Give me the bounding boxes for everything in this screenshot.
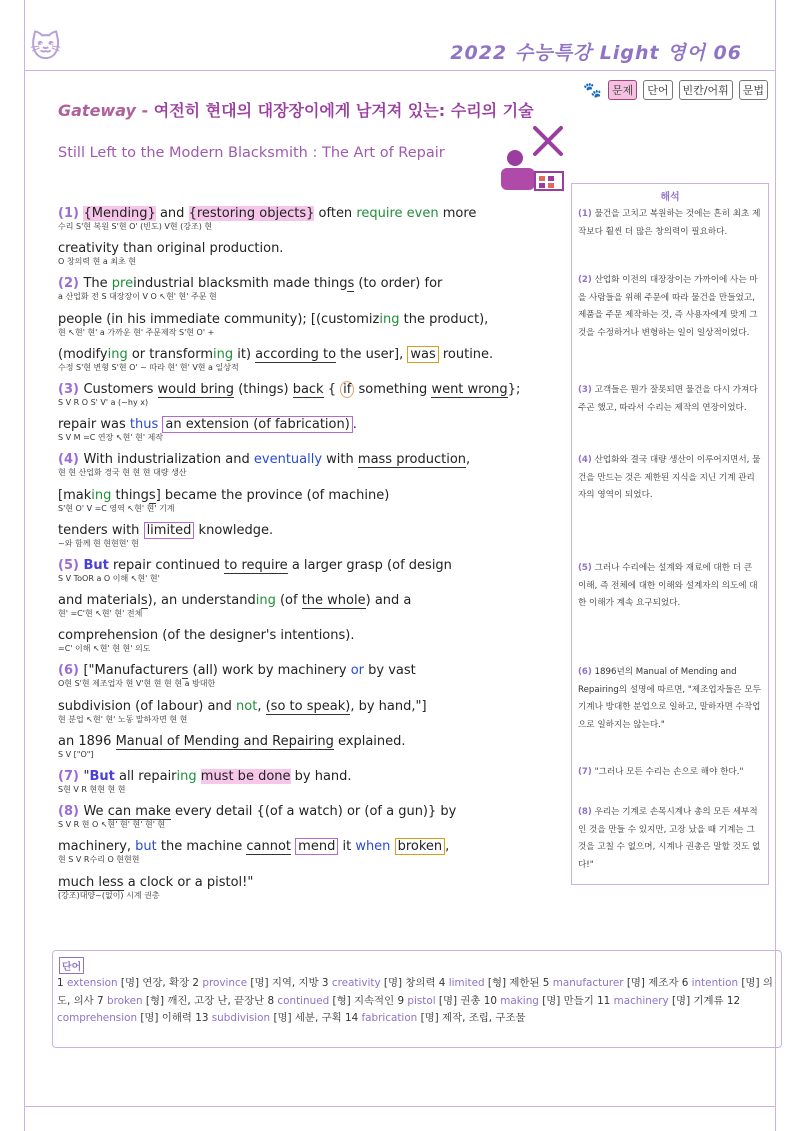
vocab-definition: [명] 지역, 지방 xyxy=(250,977,319,989)
translation-num: (5) xyxy=(578,563,592,573)
vocab-definition: [명] 기계류 xyxy=(672,994,724,1007)
passage-line xyxy=(58,620,568,655)
passage-text: (things) xyxy=(234,381,293,397)
passage-text: and xyxy=(155,206,189,221)
passage-text: s xyxy=(347,276,355,292)
passage-text: industrial blacksmith made thing xyxy=(133,276,348,292)
vocab-word: manufacturer xyxy=(552,977,624,989)
translation-num: (4) xyxy=(578,455,592,465)
passage-text: an extension (of fabrication) xyxy=(162,416,352,433)
vocab-definition: [명] 제조자 xyxy=(626,977,679,989)
gateway-korean-title: 여전히 현대의 대장장이에게 남겨져 있는: 수리의 기술 xyxy=(153,101,534,120)
passage-line xyxy=(58,198,568,233)
vocab-definition: [명] 만들기 xyxy=(542,994,594,1007)
tab-problem[interactable]: 문제 xyxy=(608,80,637,100)
passage-text: ing xyxy=(255,593,276,609)
passage-text: and material xyxy=(58,593,141,609)
vocab-item xyxy=(397,995,483,1007)
passage-line xyxy=(58,304,568,339)
passage-text: { xyxy=(323,381,341,397)
translation-paragraph xyxy=(578,206,762,241)
grammar-annotation: (강조)대양~(없이) 시계 권총 xyxy=(58,890,160,900)
passage-text: went wrong xyxy=(431,381,508,397)
vocab-item xyxy=(597,995,727,1007)
grammar-annotation: S V ToOR a O 이해 ↖현' 현' xyxy=(58,573,160,583)
passage-text: (to order) for xyxy=(354,276,443,292)
grammar-annotation: S V M =C 연장 ↖현' 현' 제작 xyxy=(58,433,164,443)
passage-text: by vast xyxy=(364,663,416,679)
passage-text: With industrialization and xyxy=(83,452,254,468)
passage-line xyxy=(58,409,568,444)
vocab-word: pistol xyxy=(407,994,436,1007)
passage-text: explained. xyxy=(333,733,406,749)
vocab-word: fabrication xyxy=(361,1012,418,1024)
vocab-word: broken xyxy=(106,994,143,1007)
passage-line xyxy=(58,339,568,374)
tab-grammar[interactable]: 문법 xyxy=(739,80,768,100)
paragraph-number: (3) xyxy=(58,381,84,397)
vocab-number: 7 xyxy=(97,994,104,1007)
passage-text: ["Manufacturer xyxy=(83,663,182,679)
translation-num: (6) xyxy=(578,667,592,677)
passage-text: , xyxy=(466,452,471,468)
translation-text: 1896년의 Manual of Mending and Repairing의 설명에 따르면, "제조업자들은 모두 기계나 방대한 분업으로 일하고, 말하자면 수작업으로 일하지는 않는다." xyxy=(578,667,761,730)
passage-text: mend xyxy=(295,838,338,855)
vocab-word: machinery xyxy=(613,994,669,1007)
vocab-definition: [명] 의도, 의사 xyxy=(57,977,773,1007)
passage-text: according to xyxy=(255,346,337,362)
vocab-word: province xyxy=(202,977,248,989)
translation-paragraph xyxy=(578,560,762,613)
vocab-definition: [형] 제한된 xyxy=(487,977,540,989)
vocab-item xyxy=(97,995,267,1007)
vocab-item xyxy=(192,977,322,989)
passage-text: ), an understand xyxy=(147,593,256,609)
grammar-annotation: S V R O S' V' a (~hy x) xyxy=(58,397,149,407)
passage-text: " xyxy=(83,769,90,784)
passage-text: ing xyxy=(91,487,112,503)
vocab-definition: [명] 권총 xyxy=(438,994,481,1007)
vocab-word: making xyxy=(500,994,539,1007)
passage-text: people (in his immediate community); [(customiz xyxy=(58,311,380,327)
passage-text: the product), xyxy=(399,311,489,327)
vocabulary-list xyxy=(57,975,777,1028)
vocab-item xyxy=(345,1012,526,1024)
grammar-annotation: 현 ↖현' 현' a 가까운 현' 주문제작 S'현 O' + xyxy=(58,327,215,337)
passage-text: by hand. xyxy=(290,769,352,784)
passage-text: (of xyxy=(275,593,302,609)
passage-text: require even xyxy=(356,206,439,221)
header-rule xyxy=(24,70,776,71)
translation-text: 그러나 수리에는 설계와 재료에 대한 더 큰 이해, 즉 전체에 대한 이해와 설계자의 의도에 대한 이해가 계속 요구되었다. xyxy=(578,563,758,608)
passage-text: with xyxy=(322,452,358,468)
tab-blank-vocab[interactable]: 빈칸/어휘 xyxy=(679,80,733,100)
grammar-annotation: a 산업화 전 S 대장장이 V O ↖현' 현' 주문 현 xyxy=(58,292,217,302)
vocab-item xyxy=(57,977,192,989)
passage-text: But xyxy=(89,769,115,784)
passage-text: broken xyxy=(395,838,446,855)
translation-panel xyxy=(571,183,769,885)
passage-text: the user], xyxy=(336,346,408,362)
cat-icon: 🐱 xyxy=(30,30,62,65)
vocab-word: comprehension xyxy=(57,1012,138,1024)
passage-text: must be done xyxy=(200,769,291,784)
passage-text: knowledge. xyxy=(194,522,274,538)
passage-text: creativity than original production. xyxy=(58,241,284,257)
passage-line xyxy=(58,796,568,831)
vocab-number: 13 xyxy=(195,1012,209,1024)
passage-text: , by hand,"] xyxy=(350,698,427,714)
paragraph-number: (4) xyxy=(58,452,84,468)
passage-text: , xyxy=(445,839,450,855)
grammar-annotation: 수리 S'현 복원 S'현 O' (빈도) V현 (강조) 현 xyxy=(58,222,213,231)
vocab-definition: [명] 제작, 조립, 구조물 xyxy=(420,1012,526,1024)
grammar-annotation: 현 현 산업화 경국 현 현 현 대량 생산 xyxy=(58,468,187,478)
vocab-item xyxy=(439,977,543,989)
vocab-definition: [명] 이해력 xyxy=(140,1012,192,1024)
passage-line xyxy=(58,655,568,690)
grammar-annotation: 현 S V R수리 O 현현현 xyxy=(58,855,140,865)
passage-text: thus xyxy=(129,417,159,433)
grammar-annotation: S V ["O"] xyxy=(58,749,94,759)
left-border-line xyxy=(24,0,25,1131)
vocab-number: 12 xyxy=(726,994,741,1007)
passage-text: . xyxy=(352,417,357,433)
passage-text: was xyxy=(407,346,438,363)
passage-text: ing xyxy=(176,769,197,784)
passage-text: s xyxy=(181,663,189,679)
vocab-word: creativity xyxy=(331,977,381,989)
vocab-item xyxy=(322,977,439,989)
passage-line xyxy=(58,550,568,585)
vocab-word: continued xyxy=(277,994,330,1007)
passage-text: eventually xyxy=(253,452,323,468)
vocab-number: 11 xyxy=(597,994,611,1007)
grammar-annotation: S'현 O' V =C 영역 ↖현' 현' 기계 xyxy=(58,503,175,513)
passage-text: (all) work by machinery xyxy=(188,663,351,679)
vocab-definition: [명] 연장, 확장 xyxy=(120,977,190,989)
passage-text: ing xyxy=(107,346,128,362)
passage-text: a clock or a pistol!" xyxy=(123,874,254,890)
vocab-item xyxy=(484,995,597,1007)
passage-text: routine. xyxy=(438,346,494,362)
passage-text: , xyxy=(257,698,266,714)
passage-line xyxy=(58,268,568,303)
passage-text: every detail {(of a watch) or (of a gun)} by xyxy=(170,804,457,820)
vocab-number: 5 xyxy=(542,977,550,989)
passage-line xyxy=(58,233,568,268)
passage-text: mass production xyxy=(357,452,467,468)
passage-text: cannot xyxy=(246,839,292,855)
passage-text: all repair xyxy=(114,769,177,784)
passage-text: thing xyxy=(111,487,149,503)
grammar-annotation: =C' 이해 ↖현' 현 현' 의도 xyxy=(58,644,151,654)
passage-text: can make xyxy=(107,804,171,820)
vocab-number: 3 xyxy=(321,977,329,989)
wrench-screwdriver-icon xyxy=(495,122,570,197)
passage-text: {Mending} xyxy=(83,206,156,221)
gateway-label: Gateway xyxy=(58,101,136,120)
passage-text: it) xyxy=(233,346,256,362)
vocab-word: subdivision xyxy=(211,1012,271,1024)
passage-text: Customers xyxy=(83,381,158,397)
passage-text xyxy=(390,839,394,854)
footer-rule xyxy=(24,1106,776,1107)
passage-text: [mak xyxy=(58,487,92,503)
grammar-annotation: O현 S'현 제조업자 현 V'현 현 현 현 a 방대한 xyxy=(58,679,216,689)
passage-text: or transform xyxy=(127,346,214,362)
passage-text: but xyxy=(135,839,157,855)
translation-paragraph xyxy=(578,382,762,417)
passage-line xyxy=(58,374,568,409)
grammar-annotation: S현 V R 현현 현 현 xyxy=(58,785,126,794)
passage-text: s xyxy=(140,593,148,609)
grammar-annotation: 수정 S'현 변형 S'현 O' ~ 따라 현' 현' V현 a 일상적 xyxy=(58,362,239,372)
passage-text: But xyxy=(83,557,109,573)
translation-text: 고객들은 뭔가 잘못되면 물건을 다시 가져다주곤 했고, 따라서 수리는 제작의 연장이었다. xyxy=(578,385,758,413)
passage-text: We xyxy=(83,804,108,820)
passage-text: comprehension (of the designer's intentions). xyxy=(58,628,355,644)
vocabulary-title: 단어 xyxy=(59,957,84,974)
passage-text: to require xyxy=(224,557,288,573)
passage-text: the machine xyxy=(156,839,247,855)
passage-text: repair continued xyxy=(108,557,225,573)
grammar-annotation: 현' =C'현 ↖현' 현' 전체 xyxy=(58,609,143,619)
passage-text: (so to speak) xyxy=(265,698,351,714)
translation-text: "그러나 모든 수리는 손으로 해야 한다." xyxy=(594,767,744,777)
paragraph-number: (7) xyxy=(58,769,84,784)
translation-num: (8) xyxy=(578,807,592,817)
passage-text: s xyxy=(148,487,156,503)
tab-vocab[interactable]: 단어 xyxy=(643,80,672,100)
vocabulary-box xyxy=(52,950,782,1048)
grammar-annotation: S V R 현 O ↖현' 현' 현' 현' 현 xyxy=(58,820,166,830)
passage-text: tenders with xyxy=(58,522,144,538)
passage-text: ) and a xyxy=(365,593,412,609)
translation-paragraph xyxy=(578,452,762,505)
english-title: Still Left to the Modern Blacksmith : The Art of Repair xyxy=(58,145,445,161)
paragraph-number: (8) xyxy=(58,804,84,820)
passage-text: would bring xyxy=(157,381,235,397)
translation-text: 산업화와 결국 대량 생산이 이루어지면서, 물건을 만드는 것은 제한된 지식을 지닌 기계 관리자의 영역이 되었다. xyxy=(578,455,761,500)
passage-line xyxy=(58,585,568,620)
passage-line xyxy=(58,867,568,902)
vocab-number: 4 xyxy=(438,977,446,989)
vocab-number: 1 xyxy=(57,977,64,989)
paragraph-number: (2) xyxy=(58,276,84,292)
passage-line xyxy=(58,444,568,479)
vocab-item xyxy=(267,995,397,1007)
grammar-annotation: O 창의력 현 a 최초 현 xyxy=(58,257,137,267)
vocab-number: 6 xyxy=(681,977,689,989)
paw-icon: 🐾 xyxy=(583,81,602,99)
vocab-number: 14 xyxy=(344,1012,359,1024)
passage-text: back xyxy=(292,381,324,397)
translation-paragraph xyxy=(578,664,762,734)
passage-text: (modify xyxy=(58,346,108,362)
passage-text: or xyxy=(350,663,365,679)
passage-text: }; xyxy=(507,381,521,397)
translation-title: 해석 xyxy=(660,192,680,203)
passage-text: {restoring objects} xyxy=(188,206,315,221)
passage-text: something xyxy=(354,381,432,397)
translation-num: (2) xyxy=(578,275,592,285)
passage-text: ] became the province (of machine) xyxy=(155,487,390,503)
paragraph-number: (1) xyxy=(58,206,84,221)
passage-text: pre xyxy=(111,276,134,292)
translation-paragraph xyxy=(578,272,762,342)
vocab-definition: [형] 깨진, 고장 난, 끝장난 xyxy=(145,994,265,1007)
vocab-number: 10 xyxy=(483,994,497,1007)
translation-text: 우리는 기계로 손목시계나 총의 모든 세부적인 것을 만들 수 있지만, 고장 났을 때 기계는 그것을 고칠 수 없으며, 시계나 권총은 말할 것도 없다!" xyxy=(578,807,761,870)
vocab-definition: [명] 창의력 xyxy=(383,977,436,989)
vocab-word: limited xyxy=(448,977,485,989)
translation-paragraph xyxy=(578,764,762,782)
page-title: 2022 수능특강 Light 영어 06 xyxy=(450,42,742,64)
vocab-definition: [명] 세분, 구획 xyxy=(273,1012,342,1024)
passage-line xyxy=(58,515,568,550)
passage-text: subdivision (of labour) and xyxy=(58,698,237,714)
passage-text: it xyxy=(338,839,356,855)
passage-line xyxy=(58,726,568,761)
passage-line xyxy=(58,480,568,515)
translation-text: 물건을 고치고 복원하는 것에는 흔히 최초 제작보다 훨씬 더 많은 창의력이 필요하다. xyxy=(578,209,761,237)
paragraph-number: (5) xyxy=(58,557,84,573)
passage-line xyxy=(58,761,568,796)
passage-text: not xyxy=(236,698,258,714)
passage-text: limited xyxy=(144,522,195,539)
passage-text: when xyxy=(355,839,391,855)
vocab-number: 9 xyxy=(397,994,405,1007)
passage xyxy=(58,198,568,902)
vocab-item xyxy=(543,977,682,989)
translation-num: (1) xyxy=(578,209,592,219)
passage-text: repair was xyxy=(58,417,130,433)
translation-num: (3) xyxy=(578,385,592,395)
passage-line xyxy=(58,691,568,726)
passage-text: much less xyxy=(58,874,124,890)
passage-text: a larger grasp (of design xyxy=(287,557,452,573)
passage-text: an 1896 xyxy=(58,733,116,749)
vocab-number: 8 xyxy=(267,994,275,1007)
grammar-annotation: ~와 함께 현 현현현' 현 xyxy=(58,538,139,548)
translation-paragraph xyxy=(578,804,762,874)
tab-bar xyxy=(583,80,768,100)
vocab-item xyxy=(195,1012,345,1024)
passage-text: ing xyxy=(379,311,400,327)
gateway-dash: - xyxy=(135,101,154,120)
translation-text: 산업화 이전의 대장장이는 가까이에 사는 마을 사람들을 위해 주문에 따라 물건을 만들었고, 제품을 주문 제작하는 것, 즉 사용자에게 맞게 그것을 수정하거나 변형하는 일이 일상적이었다. xyxy=(578,275,758,338)
passage-text: ing xyxy=(213,346,234,362)
passage-text: the whole xyxy=(301,593,366,609)
passage-text: more xyxy=(438,206,477,221)
passage-text: machinery, xyxy=(58,839,136,855)
vocab-word: intention xyxy=(691,977,739,989)
passage-text: if xyxy=(340,381,354,398)
translation-num: (7) xyxy=(578,767,592,777)
vocab-definition: [형] 지속적인 xyxy=(332,994,395,1007)
passage-text: often xyxy=(314,206,357,221)
vocab-word: extension xyxy=(66,977,118,989)
grammar-annotation: 현 분업 ↖현' 현' 노동 말하자면 현 현 xyxy=(58,714,188,724)
passage-line xyxy=(58,831,568,866)
passage-text: Manual of Mending and Repairing xyxy=(115,733,334,749)
passage-text: The xyxy=(83,276,112,292)
vocab-number: 2 xyxy=(192,977,200,989)
gateway-title xyxy=(58,98,534,121)
paragraph-number: (6) xyxy=(58,663,84,679)
